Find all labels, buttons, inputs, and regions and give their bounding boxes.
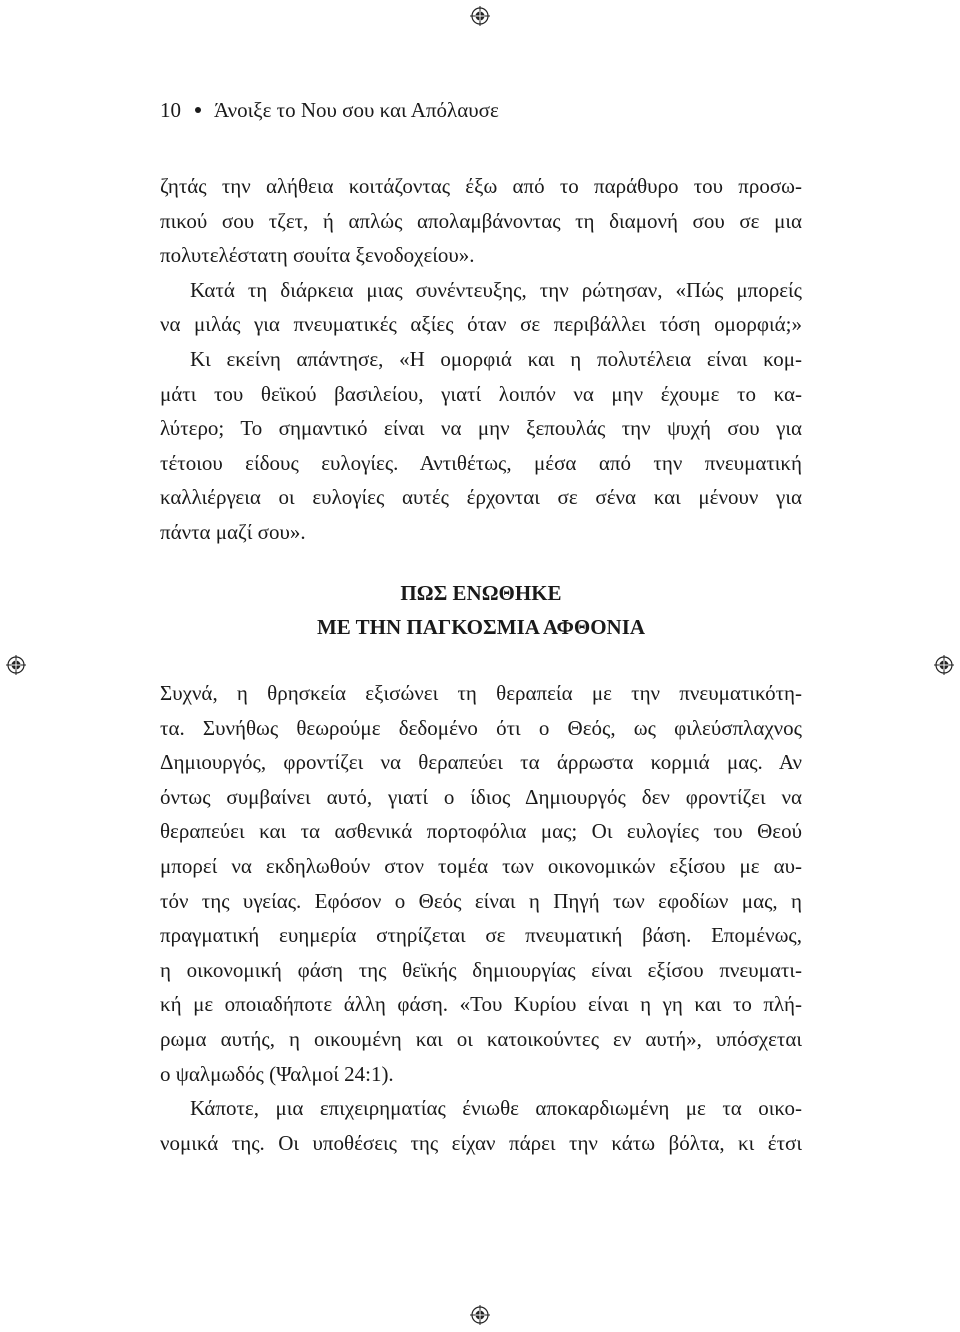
text-line: καλλιέργεια οι ευλογίες αυτές έρχονται σε σένα και μένουν για — [160, 485, 802, 510]
text-line: θεραπεύει και τα ασθενικά πορτοφόλια μας; Οι ευλογίες του Θεού — [160, 819, 802, 844]
text-line: ρωμα αυτής, η οικουμένη και οι κατοικούντες εν αυτή», υπόσχεται — [160, 1026, 802, 1051]
registration-mark-icon — [470, 6, 490, 26]
text-line: Συχνά, η θρησκεία εξισώνει τη θεραπεία με την πνευματικότη- — [160, 681, 802, 705]
bullet-icon — [195, 107, 201, 113]
text-line: κή με οποιαδήποτε άλλη φάση. «Του Κυρίου είναι η γη και το πλή- — [160, 992, 802, 1017]
registration-mark-icon — [934, 655, 954, 675]
text-line: ο ψαλμωδός (Ψαλμοί 24:1). — [160, 1061, 394, 1086]
book-title: Άνοιξε το Νου σου και Απόλαυσε — [214, 98, 499, 122]
text-line: η οικονομική φάση της θεϊκής δημιουργίας είναι εξίσου πνευματι- — [160, 957, 802, 982]
section-heading-line-2: ΜΕ ΤΗΝ ΠΑΓΚΟΣΜΙΑ ΑΦΘΟΝΙΑ — [316, 615, 646, 639]
text-line: Κατά τη διάρκεια μιας συνέντευξης, την ρώτησαν, «Πώς μπορείς — [190, 277, 802, 302]
text-line: πολυτελέστατη σουίτα ξενοδοχείου». — [160, 243, 475, 268]
running-head — [160, 96, 499, 124]
body-text-block-2 — [160, 676, 802, 1160]
registration-mark-icon — [6, 655, 26, 675]
text-line: Δημιουργός, φροντίζει να θεραπεύει τα άρρωστα κορμιά μας. Αν — [160, 750, 802, 775]
text-line: νομικά της. Οι υποθέσεις της είχαν πάρει την κάτω βόλτα, κι έτσι — [160, 1130, 802, 1155]
page-number: 10 — [160, 98, 181, 122]
section-heading — [160, 576, 802, 644]
text-line: μπορεί να εκδηλωθούν στον τομέα των οικονομικών εξίσου με αυ- — [160, 853, 802, 878]
text-line: πικού σου τζετ, ή απλώς απολαμβάνοντας τη διαμονή σου σε μια — [160, 208, 802, 233]
text-line: τέτοιου είδους ευλογίες. Αντιθέτως, μέσα από την πνευματική — [160, 450, 802, 475]
text-line: λύτερο; Το σημαντικό είναι να μην ξεπουλάς την ψυχή σου για — [160, 416, 802, 441]
text-line: να μιλάς για πνευματικές αξίες όταν σε περιβάλλει τόση ομορφιά;» — [160, 312, 802, 337]
text-line: όντως συμβαίνει αυτό, γιατί ο ίδιος Δημιουργός δεν φροντίζει να — [160, 784, 802, 809]
section-heading-line-1: ΠΩΣ ΕΝΩΘΗΚΕ — [400, 581, 562, 605]
text-line: μάτι του θεϊκού βασιλείου, γιατί λοιπόν να μην έχουμε το κα- — [160, 381, 802, 406]
body-text-block-1 — [160, 169, 802, 550]
text-line: Κι εκείνη απάντησε, «Η ομορφιά και η πολυτέλεια είναι κομ- — [190, 346, 802, 371]
text-line: τα. Συνήθως θεωρούμε δεδομένο ότι ο Θεός, ως φιλεύσπλαχνος — [160, 715, 802, 740]
text-line: πάντα μαζί σου». — [160, 519, 306, 544]
text-line: Κάποτε, μια επιχειρηματίας ένιωθε αποκαρδιωμένη με τα οικο- — [190, 1096, 802, 1121]
registration-mark-icon — [470, 1305, 490, 1325]
text-line: τόν της υγείας. Εφόσον ο Θεός είναι η Πηγή των εφοδίων μας, η — [160, 888, 802, 913]
text-line: ζητάς την αλήθεια κοιτάζοντας έξω από το παράθυρο του προσω- — [160, 174, 802, 198]
text-line: πραγματική ευημερία στηρίζεται σε πνευματική βάση. Επομένως, — [160, 923, 802, 948]
